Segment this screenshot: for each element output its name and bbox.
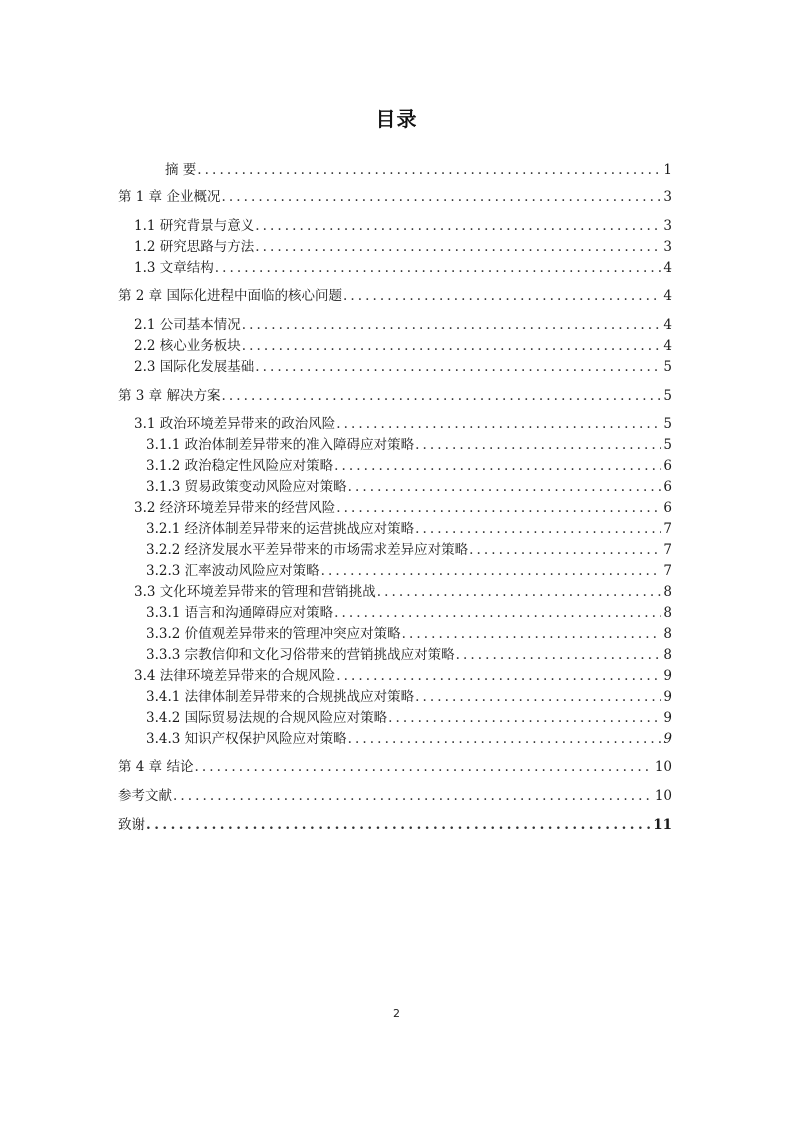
toc-entry-page: 8 xyxy=(663,584,672,600)
dot-leader xyxy=(348,729,662,749)
dot-leader xyxy=(255,216,661,236)
dot-leader xyxy=(334,456,661,476)
dot-leader xyxy=(321,561,662,581)
toc-entry[interactable] xyxy=(118,237,672,257)
toc-entry-label: 3.4.1 法律体制差异带来的合规挑战应对策略 xyxy=(118,687,415,707)
dot-leader xyxy=(242,315,662,335)
toc-entry-page: 3 xyxy=(663,189,672,205)
toc-entry[interactable] xyxy=(118,315,672,335)
toc-entry-page: 4 xyxy=(663,260,672,276)
toc-entry[interactable] xyxy=(118,540,672,560)
toc-entry-label: 第 1 章 企业概况 xyxy=(118,189,221,205)
toc-entry[interactable] xyxy=(118,216,672,236)
toc-entry-label: 3.4.2 国际贸易法规的合规风险应对策略 xyxy=(118,708,388,728)
toc-entry-page: 9 xyxy=(663,710,672,726)
toc-entry-label: 1.1 研究背景与意义 xyxy=(118,216,255,236)
toc-entry-page: 8 xyxy=(663,605,672,621)
toc-entry-page: 8 xyxy=(663,647,672,663)
toc-entry[interactable] xyxy=(118,414,672,434)
toc-entry-label: 2.3 国际化发展基础 xyxy=(118,357,255,377)
toc-entry[interactable] xyxy=(118,729,672,749)
dot-leader xyxy=(215,258,662,278)
page-title: 目录 xyxy=(375,107,418,131)
toc-entry-label: 3.3 文化环境差异带来的管理和营销挑战 xyxy=(118,582,377,602)
toc-entry-page: 7 xyxy=(663,521,672,537)
toc-entry[interactable] xyxy=(118,336,672,356)
toc-entry-page: 1 xyxy=(663,162,672,178)
dot-leader xyxy=(255,357,661,377)
toc-entry-label: 致谢 xyxy=(118,817,145,833)
toc-entry-label: 3.3.3 宗教信仰和文化习俗带来的营销挑战应对策略 xyxy=(118,645,456,665)
toc-entry-label: 2.2 核心业务板块 xyxy=(118,336,242,356)
dot-leader xyxy=(221,386,661,406)
dot-leader xyxy=(336,666,661,686)
dot-leader xyxy=(255,237,661,257)
toc-entry-label: 3.1 政治环境差异带来的政治风险 xyxy=(118,414,336,434)
toc-entry[interactable] xyxy=(118,187,672,207)
toc-entry[interactable] xyxy=(118,582,672,602)
toc-entry-page: 4 xyxy=(663,288,672,304)
toc-entry[interactable] xyxy=(118,786,672,806)
toc-entry[interactable] xyxy=(118,357,672,377)
toc-entry-page: 7 xyxy=(663,563,672,579)
dot-leader xyxy=(173,786,653,806)
toc-entry-label: 3.2.1 经济体制差异带来的运营挑战应对策略 xyxy=(118,519,415,539)
toc-entry-label: 第 2 章 国际化进程中面临的核心问题 xyxy=(118,288,342,304)
dot-leader xyxy=(402,624,662,644)
dot-leader xyxy=(415,435,661,455)
toc-entry-page: 9 xyxy=(663,689,672,705)
toc-entry[interactable] xyxy=(118,498,672,518)
toc-entry-label: 3.1.1 政治体制差异带来的准入障碍应对策略 xyxy=(118,435,415,455)
page-number: 2 xyxy=(393,1007,400,1020)
toc-entry[interactable] xyxy=(118,456,672,476)
toc-entry-label: 3.1.2 政治稳定性风险应对策略 xyxy=(118,456,334,476)
toc-entry-label: 1.3 文章结构 xyxy=(118,258,215,278)
toc-entry-label: 3.3.1 语言和沟通障碍应对策略 xyxy=(118,603,334,623)
toc-entry[interactable] xyxy=(118,561,672,581)
toc-entry[interactable] xyxy=(118,708,672,728)
toc-entry-page: 5 xyxy=(663,388,672,404)
toc-entry-page: 5 xyxy=(663,359,672,375)
toc-entry[interactable] xyxy=(118,603,672,623)
toc-entry-label: 第 3 章 解决方案 xyxy=(118,388,221,404)
toc-entry-label: 2.1 公司基本情况 xyxy=(118,315,242,335)
dot-leader xyxy=(146,815,651,835)
toc-entry-page: 3 xyxy=(663,239,672,255)
toc-entry-page: 10 xyxy=(654,759,672,775)
toc-entry-label: 参考文献 xyxy=(118,788,172,804)
toc-entry[interactable] xyxy=(118,160,672,180)
toc-entry[interactable] xyxy=(118,386,672,406)
toc-entry-page: 5 xyxy=(663,416,672,432)
toc-entry-page: 9 xyxy=(663,731,672,747)
toc-entry-label: 3.2 经济环境差异带来的经营风险 xyxy=(118,498,336,518)
toc-entry-label: 第 4 章 结论 xyxy=(118,759,194,775)
dot-leader xyxy=(197,160,661,180)
toc-entry-page: 11 xyxy=(653,817,672,833)
dot-leader xyxy=(343,286,661,306)
toc-entry[interactable] xyxy=(118,624,672,644)
dot-leader xyxy=(221,187,661,207)
dot-leader xyxy=(336,498,661,518)
toc-entry-page: 3 xyxy=(663,218,672,234)
dot-leader xyxy=(415,519,661,539)
dot-leader xyxy=(469,540,661,560)
toc-entry[interactable] xyxy=(118,435,672,455)
toc-entry-page: 5 xyxy=(663,437,672,453)
toc-entry[interactable] xyxy=(118,666,672,686)
dot-leader xyxy=(377,582,662,602)
dot-leader xyxy=(388,708,661,728)
toc-entry[interactable] xyxy=(118,258,672,278)
dot-leader xyxy=(242,336,662,356)
toc-entry-page: 9 xyxy=(663,668,672,684)
dot-leader xyxy=(336,414,661,434)
toc-entry-label: 1.2 研究思路与方法 xyxy=(118,237,255,257)
toc-entry[interactable] xyxy=(118,757,672,777)
dot-leader xyxy=(415,687,661,707)
toc-entry-page: 6 xyxy=(663,500,672,516)
toc-entry-page: 8 xyxy=(663,626,672,642)
toc-entry[interactable] xyxy=(118,687,672,707)
toc-entry[interactable] xyxy=(118,477,672,497)
toc-entry[interactable] xyxy=(118,286,672,306)
toc-entry-label: 3.3.2 价值观差异带来的管理冲突应对策略 xyxy=(118,624,402,644)
toc-entry-page: 6 xyxy=(663,458,672,474)
toc-entry[interactable] xyxy=(118,815,672,835)
toc-entry-label: 3.2.3 汇率波动风险应对策略 xyxy=(118,561,321,581)
dot-leader xyxy=(348,477,662,497)
dot-leader xyxy=(334,603,661,623)
dot-leader xyxy=(456,645,662,665)
toc-entry-page: 7 xyxy=(663,542,672,558)
toc-entry[interactable] xyxy=(118,645,672,665)
toc-entry-label: 3.2.2 经济发展水平差异带来的市场需求差异应对策略 xyxy=(118,540,469,560)
toc-entry-label: 摘 要 xyxy=(118,160,197,180)
toc-entry-page: 4 xyxy=(663,338,672,354)
toc-entry-label: 3.1.3 贸易政策变动风险应对策略 xyxy=(118,477,348,497)
dot-leader xyxy=(194,757,652,777)
toc-entry-page: 6 xyxy=(663,479,672,495)
toc-entry-label: 3.4 法律环境差异带来的合规风险 xyxy=(118,666,336,686)
toc-entry-page: 4 xyxy=(663,317,672,333)
toc-entry[interactable] xyxy=(118,519,672,539)
toc-entry-page: 10 xyxy=(654,788,672,804)
toc-entry-label: 3.4.3 知识产权保护风险应对策略 xyxy=(118,729,348,749)
